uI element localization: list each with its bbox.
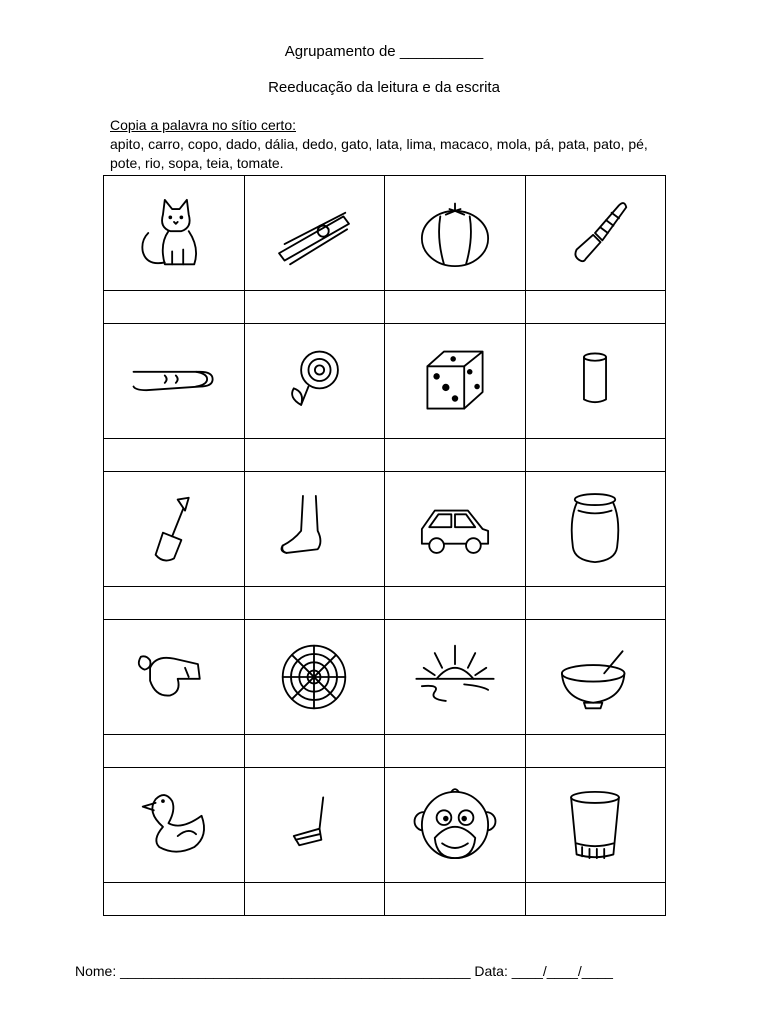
answer-box[interactable]	[525, 291, 666, 324]
picture-cell	[244, 176, 385, 291]
soup-bowl-icon	[549, 631, 641, 723]
answer-row	[104, 883, 666, 916]
answer-box[interactable]	[104, 587, 245, 620]
picture-cell	[525, 768, 666, 883]
answer-box[interactable]	[244, 439, 385, 472]
answer-box[interactable]	[244, 291, 385, 324]
monkey-icon	[409, 779, 501, 871]
worksheet-subtitle: Reeducação da leitura e da escrita	[268, 79, 500, 96]
picture-word-grid	[103, 175, 666, 916]
picture-row	[104, 620, 666, 735]
answer-box[interactable]	[104, 735, 245, 768]
shovel-icon	[128, 483, 220, 575]
answer-box[interactable]	[525, 735, 666, 768]
answer-row	[104, 587, 666, 620]
name-date-line: Nome: _____________________________________________ Data: ____/____/____	[75, 963, 613, 979]
spiderweb-icon	[268, 631, 360, 723]
pot-icon	[549, 483, 641, 575]
finger-icon	[128, 335, 220, 427]
picture-row	[104, 176, 666, 291]
picture-cell	[525, 620, 666, 735]
instructions-heading: Copia a palavra no sítio certo:	[110, 117, 296, 133]
dice-icon	[409, 335, 501, 427]
picture-cell	[104, 472, 245, 587]
dahlia-icon	[268, 335, 360, 427]
picture-cell	[104, 620, 245, 735]
answer-box[interactable]	[244, 735, 385, 768]
clothespin-icon	[268, 187, 360, 279]
answer-box[interactable]	[385, 883, 526, 916]
answer-box[interactable]	[385, 291, 526, 324]
whistle-icon	[128, 631, 220, 723]
picture-row	[104, 768, 666, 883]
picture-cell	[525, 324, 666, 439]
instructions	[110, 116, 670, 173]
picture-cell	[525, 472, 666, 587]
answer-box[interactable]	[385, 439, 526, 472]
picture-cell	[244, 768, 385, 883]
duck-foot-icon	[268, 779, 360, 871]
foot-icon	[268, 483, 360, 575]
picture-cell	[244, 472, 385, 587]
answer-box[interactable]	[385, 587, 526, 620]
picture-cell	[385, 620, 526, 735]
picture-cell	[104, 768, 245, 883]
picture-cell	[244, 324, 385, 439]
picture-cell	[244, 620, 385, 735]
answer-box[interactable]	[104, 883, 245, 916]
nail-file-icon	[549, 187, 641, 279]
answer-row	[104, 735, 666, 768]
glass-icon	[549, 779, 641, 871]
can-icon	[549, 335, 641, 427]
picture-row	[104, 324, 666, 439]
word-list: apito, carro, copo, dado, dália, dedo, gato, lata, lima, macaco, mola, pá, pata, pato, pé, pote, rio, sopa, teia, tomate.	[110, 136, 648, 171]
river-icon	[409, 631, 501, 723]
answer-box[interactable]	[385, 735, 526, 768]
answer-box[interactable]	[244, 587, 385, 620]
answer-box[interactable]	[104, 291, 245, 324]
answer-box[interactable]	[104, 439, 245, 472]
answer-row	[104, 291, 666, 324]
picture-cell	[385, 176, 526, 291]
answer-box[interactable]	[525, 587, 666, 620]
answer-row	[104, 439, 666, 472]
picture-cell	[525, 176, 666, 291]
car-icon	[409, 483, 501, 575]
answer-box[interactable]	[244, 883, 385, 916]
picture-cell	[385, 768, 526, 883]
picture-cell	[385, 472, 526, 587]
picture-cell	[385, 324, 526, 439]
group-title: Agrupamento de __________	[284, 43, 484, 60]
duck-icon	[128, 779, 220, 871]
cat-icon	[128, 187, 220, 279]
picture-row	[104, 472, 666, 587]
answer-box[interactable]	[525, 439, 666, 472]
picture-cell	[104, 176, 245, 291]
picture-cell	[104, 324, 245, 439]
answer-box[interactable]	[525, 883, 666, 916]
tomato-icon	[409, 187, 501, 279]
